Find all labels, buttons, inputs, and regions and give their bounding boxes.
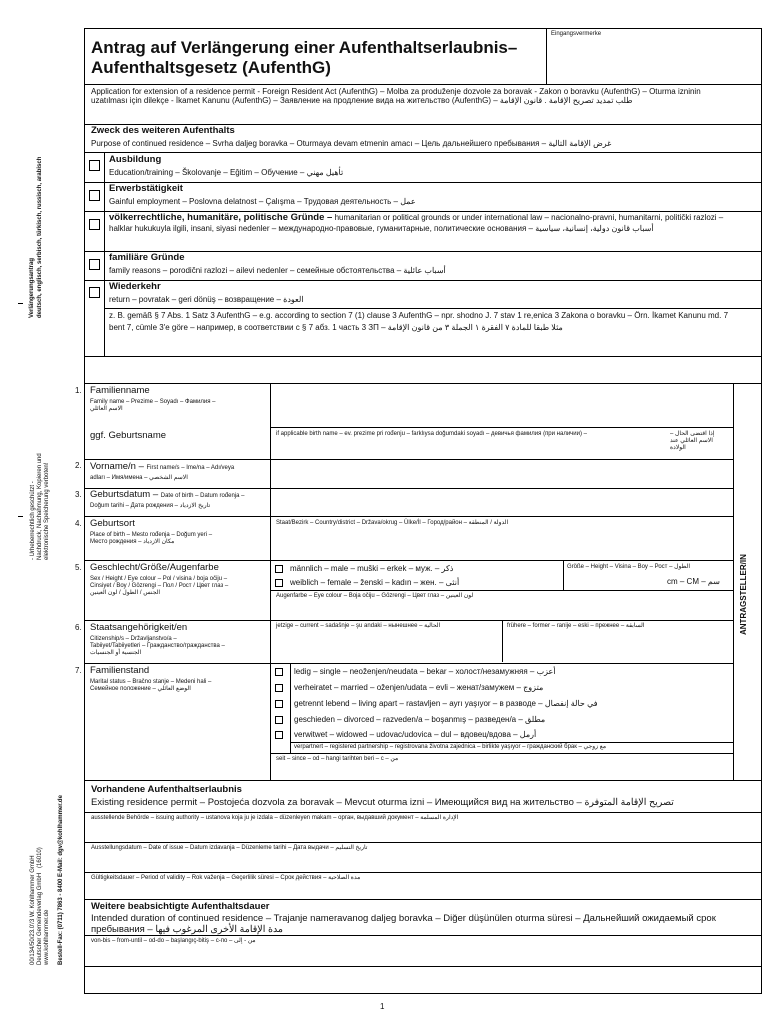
divider [84,780,762,781]
divider [84,459,733,460]
intended-duration-subheading: Intended duration of continued residence – Trajanje nameravanog daljeg boravka – Diğer düşünülen oturma süresi – Дальнейший ожидаемый срок пребывания – مدة الإقامة الأخرى المرغوب فيها [91,913,716,935]
option-text: Gainful employment – Poslovna delatnost – Çalışma – Трудовая деятельность – عمل [109,197,416,206]
divider [290,663,291,754]
eingangsvermerke-label: Eingangsvermerke [551,31,602,37]
option-title: Wiederkehr [109,281,161,292]
checkbox-weiblich[interactable] [275,579,283,587]
form-subtitle: Application for extension of a residence permit - Foreign Resident Act (AufenthG) – Molba za produženje dozvole za boravak - Zakon o boravku (AufenthG) – Oturma izninin uzatılması için dilekçe - İkamet Kanunu (AufenthG) – Заявление на продление вида на жительство (AufenthG) – طلب تمديد تصريح الإقامة . قانون الإقامة [91,87,701,106]
geburtsname-sublabel: if applicable birth name – ev. prezime pri rođenju – farklıysa doğumdaki soyadı – девичья фамилия (при наличии) – [276,431,588,437]
geburtsort-sublabel: Place of birth – Mesto rođenja – Doğum yeri – Место рождения – مكان الازدياد [90,532,213,545]
jetzige-label: jetzige – current – sadašnje – şu andaki – нынешнее – الحالية [276,623,441,629]
vorname-input[interactable] [272,461,731,487]
familienstand-sublabel: Marital status – Bračno stanje – Medeni hali – Семейное положение – الوضع العائلي [90,679,212,692]
divider [84,84,762,85]
augenfarbe-label: Augenfarbe – Eye colour – Boja očiju – Gözrengi – Цвет глаз – لون العينين [276,593,474,599]
vorname-sublabel: adları – Имя/имена – الاسم الشخصي [90,475,188,481]
geburtsdatum-input[interactable] [272,490,731,514]
augenfarbe-input[interactable] [272,602,731,618]
divider [502,620,503,662]
field-number: 6. [75,623,82,632]
intended-duration-heading: Weitere beabsichtigte Aufenthaltsdauer [91,901,270,912]
antragsteller-label: ANTRAGSTELLER/IN [739,554,748,635]
geburtsname-label: ggf. Geburtsname [90,430,167,441]
behoerde-label: ausstellende Behörde – issuing authority – ustanova koja ju je izdala – düzenleyen makam – орган, выдавший документ – الإدارة المسلمة [91,815,459,821]
field-number: 7. [75,666,82,675]
side-column-line [733,383,734,780]
checkbox-humanitaere-gruende[interactable] [89,219,100,230]
existing-permit-subheading: Existing residence permit – Postojeća dozvola za boravak – Mevcut oturma izni – Имеющийся вид на жительство – تصريح الإقامة المتوفرة [91,797,674,808]
divider [84,516,733,517]
divider [84,356,762,357]
von-bis-input[interactable] [86,948,760,964]
field-number: 2. [75,461,82,470]
familienstand-label: Familienstand [90,665,150,676]
fruehere-label: frühere – former – ranije – eski – прежнее – السابقة [507,623,645,629]
existing-permit-heading: Vorhandene Aufenthaltserlaubnis [91,784,242,795]
purpose-subheading: Purpose of continued residence – Svrha daljeg boravka – Oturmaya devam etmenin amacı – Цель дальнейшего пребывания – غرض الإقامة التالية [91,139,612,148]
divider [546,28,547,84]
behoerde-input[interactable] [86,824,760,839]
divider [84,966,762,967]
option-title: Erwerbstätigkeit [109,183,183,194]
ausstellungsdatum-label: Ausstellungsdatum – Date of issue – Datum izdavanja – Düzenleme tarihi – Дата выдачи – تاريخ التسليم [91,845,368,851]
vorname-label: Vorname/n – First name/s – Ime/na – Adı/veya [90,461,235,472]
option-wiederkehr-detail: z. B. gemäß § 7 Abs. 1 Satz 3 AufenthG – e.g. according to section 7 (1) clause 3 AufenthG – npr. shodno J. 7 stav 1 re,enica 3 Zakona o boravku – Örn. İkamet Kanunu md. 7 bent 7, cümle 3'e göre – например, в соответствии с § 7 абз. 1 часть 3 ЗП – مثلا طبقا للمادة ٧ الفقرة ١ الجملة ٣ من قانون الإقامة [109,311,729,332]
staatsangehoerigkeit-sublabel: Citizenship/s – Državljanstvo/a – Tabiiyet/Tabiiyetleri – Гражданство/гражданства – الجنسية أو الجنسيات [90,636,225,656]
geburtsdatum-sublabel: Doğum tarihi – Дата рождения – تاريخ الازدياد [90,503,211,509]
divider [84,152,762,153]
divider [84,251,762,252]
checkbox-verwitwet[interactable] [275,731,283,739]
divider [84,872,762,873]
divider [84,488,733,489]
publisher-info: 00/134/50/23.0'/3 W. Kohlhammer GmbH [30,855,36,965]
geschlecht-label: Geschlecht/Größe/Augenfarbe [90,562,219,573]
staatsangehoerigkeit-jetzige-input[interactable] [272,632,499,660]
label-column-line [270,383,271,780]
checkbox-geschieden[interactable] [275,716,283,724]
purpose-heading: Zweck des weiteren Aufenthalts [91,125,235,136]
checkbox-getrennt-lebend[interactable] [275,700,283,708]
publisher-info: www.kohlhammer.de [44,909,50,965]
form-code-label: Verlängerungsantrag [29,257,35,318]
verpartnert-label: verpartnert – registered partnership – registrovana životna zajednica – birlikte yaşıyor – гражданский брак – مع زوجي [294,744,607,750]
fold-mark [18,516,23,517]
ausstellungsdatum-input[interactable] [86,854,760,869]
copyright-notice: - Urheberrechtlich geschützt - [30,481,36,560]
geschlecht-sublabel: Sex / Height / Eye colour – Pol / visina / boja očiju – Cinsiyet / Boy / Gözrengi – Пол / Рост / Цвет глаз – الجنس / الطول / لون العينين [90,576,229,596]
checkbox-maennlich[interactable] [275,565,283,573]
ledig-label: ledig – single – neoženjen/neudata – bekar – холост/незамужняя – أعزب [294,667,556,676]
verwitwet-label: verwitwet – widowed – udovac/udovica – dul – вдовец/вдова – أرمل [294,730,537,739]
gueltigkeit-label: Gültigkeitsdauer – Period of validity – Rok važenja – Geçerlilik süresi – Срок действия – مدة الصلاحية [91,875,361,881]
divider [270,753,733,754]
option-text: family reasons – porodični razlozi – ailevi nedenler – семейные обстоятельства – أسباب عائلية [109,266,446,275]
geschieden-label: geschieden – divorced – razveden/a – boşanmış – разведен/а – مطلق [294,715,546,724]
checkbox-erwerbstaetigkeit[interactable] [89,190,100,201]
staatsangehoerigkeit-fruehere-input[interactable] [504,632,731,660]
option-text: Education/training – Školovanje – Eğitim – Обучение – تأهيل مهني [109,168,344,177]
geburtsort-label: Geburtsort [90,518,135,529]
divider [270,590,733,591]
checkbox-verheiratet[interactable] [275,684,283,692]
geburtsdatum-label: Geburtsdatum – Date of birth – Datum rođenja – [90,489,245,500]
seit-label: seit – since – od – hangi tarihten beri – с – من [276,756,399,762]
verheiratet-label: verheiratet – married – oženjen/udata – evli – женат/замужем – متزوج [294,683,544,692]
checkbox-wiederkehr[interactable] [89,287,100,298]
familienname-label: Familienname [90,385,150,396]
page-number: 1 [380,1002,385,1011]
divider [84,560,733,561]
weiblich-label: weiblich – female – ženski – kadın – жен. – أنثى [290,578,460,587]
geburtsname-input[interactable] [272,442,731,457]
form-title: Antrag auf Verlängerung einer Aufenthaltserlaubnis– Aufenthaltsgesetz (AufenthG) [91,38,518,78]
publisher-info: Deutscher Gemeindeverlag GmbH (16010) [37,847,43,965]
field-number: 3. [75,490,82,499]
option-text: return – povratak – geri dönüş – возвращение – العودة [109,295,304,304]
field-number: 4. [75,519,82,528]
field-number: 5. [75,563,82,572]
cm-unit: cm – CM – سم [667,577,720,586]
divider [84,383,762,384]
option-title: Ausbildung [109,154,162,165]
divider [563,560,564,590]
getrennt-label: getrennt lebend – living apart – rastavljen – ayrı yaşıyor – в разводе – في حالة إنفصال [294,699,598,708]
groesse-input[interactable] [566,572,666,588]
option-title: familiäre Gründe [109,252,185,263]
field-number: 1. [75,386,82,395]
divider [84,935,762,936]
divider [84,182,762,183]
gueltigkeit-input[interactable] [86,884,760,897]
staatsangehoerigkeit-label: Staatsangehörigkeit/en [90,622,188,633]
divider [84,280,762,281]
seit-input[interactable] [272,763,731,778]
maennlich-label: männlich – male – muški – erkek – муж. – ذكر [290,564,454,573]
checkbox-ausbildung[interactable] [89,160,100,171]
eingangsvermerke-field[interactable] [548,34,760,82]
familienname-input[interactable] [272,385,731,425]
divider [84,899,762,900]
von-bis-label: von-bis – from-until – od-do – başlangıç-bitiş – с-по – من - إلى [91,938,256,944]
languages-label: deutsch, englisch, serbisch, türkisch, russisch, arabisch [37,156,43,318]
checkbox-familiaere-gruende[interactable] [89,259,100,270]
divider [290,742,733,743]
fold-mark [18,303,23,304]
divider [84,620,733,621]
geburtsort-input[interactable] [272,530,731,558]
option-humanitarian: völkerrechtliche, humanitäre, politische Gründe – humanitarian or political grounds or under international law – nacionalno-pravni, humanitarni, politički razlozi – halklar hukukuyla ilgili, insani, siyasi nedenler – международно-правовые, гуманитарные, политические основания – أسباب قانون دولية، إنسانية، سياسية [109,212,724,233]
copyright-notice: elektronische Speicherung verboten! [44,462,50,560]
geburtsname-arabic: إذا اقتضى الحال – الاسم العائلي عند الولادة [670,431,715,451]
divider [84,842,762,843]
checkbox-ledig[interactable] [275,668,283,676]
copyright-notice: Nachdruck, Nachahmung, Kopieren und [37,453,43,560]
familienname-sublabel: Family name – Prezime – Soyadı – Фамилия – الاسم العائلي [90,399,216,412]
divider [84,812,762,813]
staat-bezirk-label: Staat/Bezirk – Country/district – Država/okrug – Ülke/İl – Город/район – الدولة / المنطقة [276,520,509,526]
order-fax: Bestell-Fax: (0711) 7863 - 8400 E-Mail: dgv@kohlhammer.de [58,795,64,965]
divider [84,663,733,664]
divider [104,308,762,309]
groesse-label: Größe – Height – Visina – Boy – Рост – الطول [567,564,690,570]
divider [270,427,733,428]
